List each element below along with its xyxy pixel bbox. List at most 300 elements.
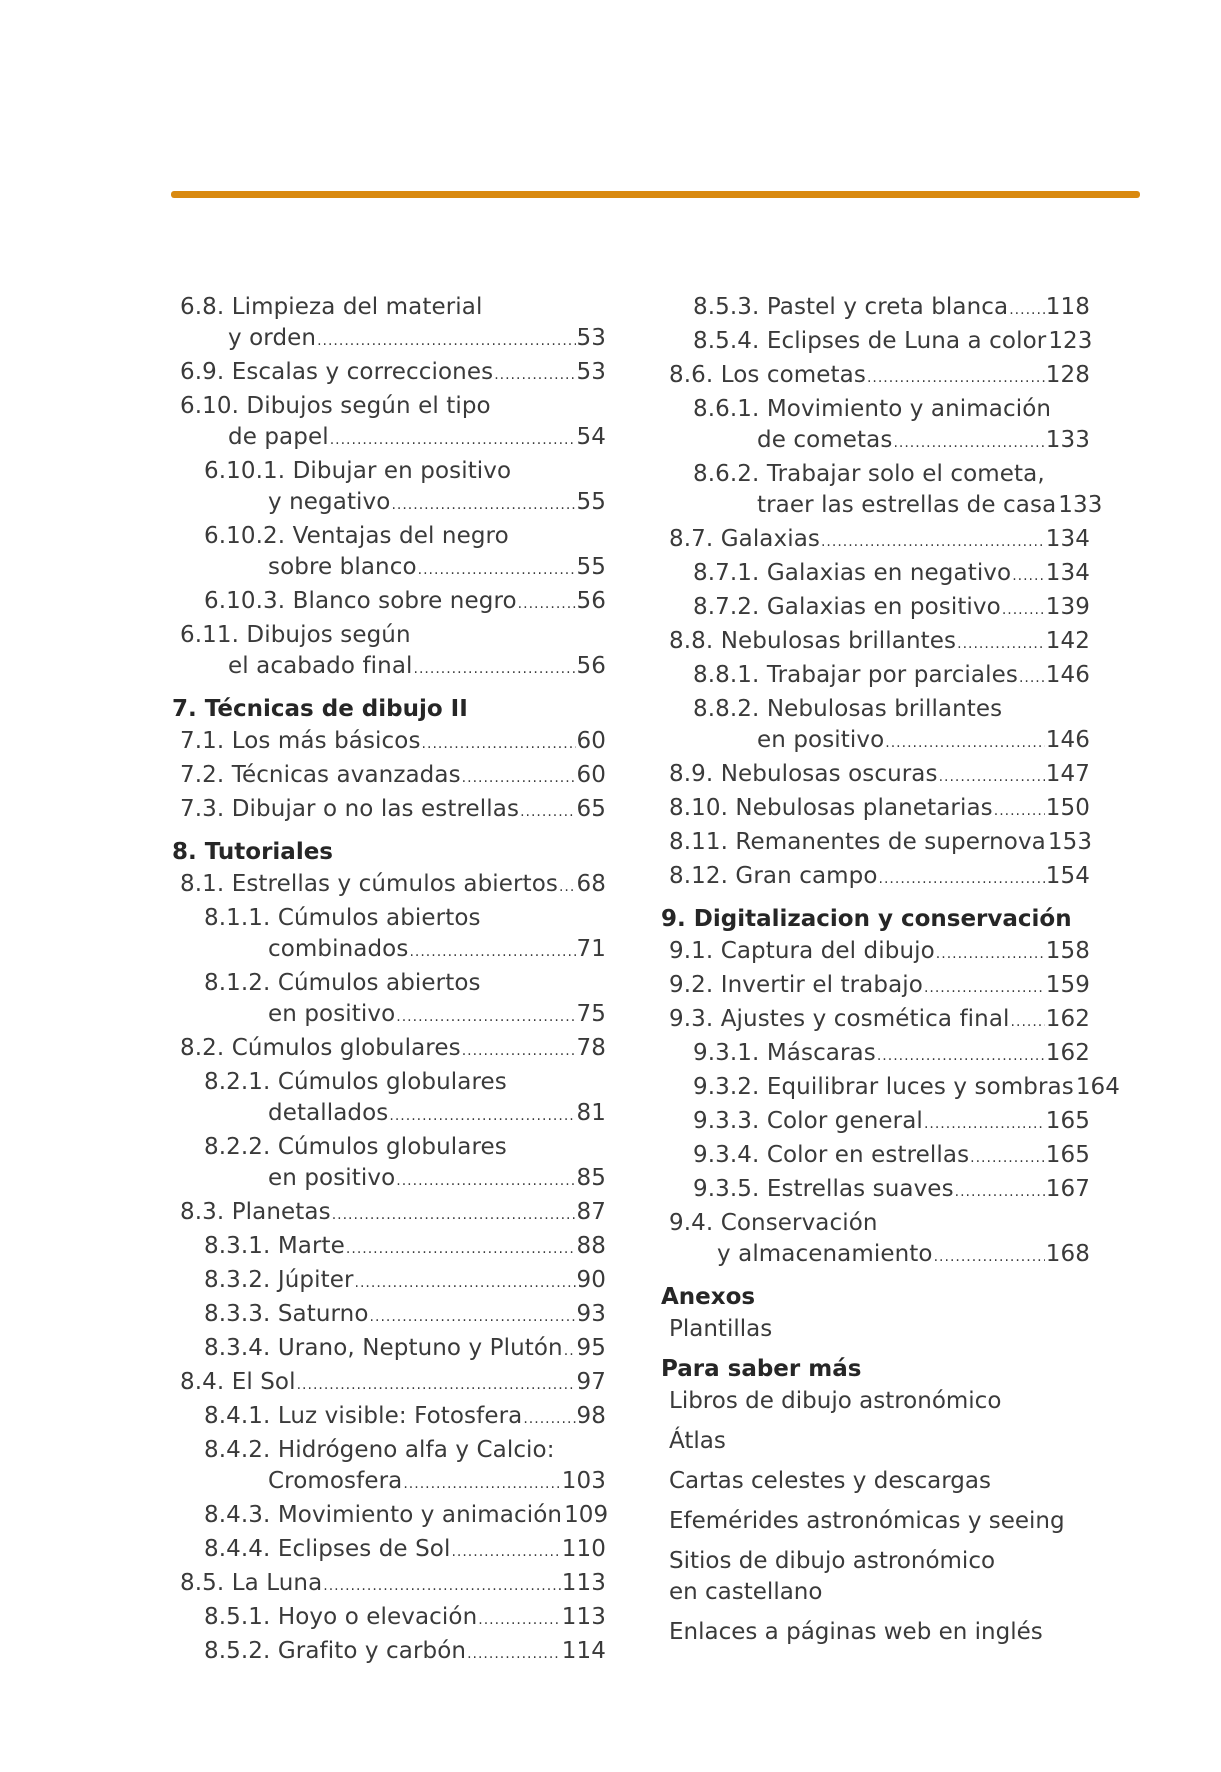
toc-extra-item[interactable]: Libros de dibujo astronómico [669, 1388, 1002, 1414]
toc-entry-line [661, 970, 1090, 1004]
page-number: 162 [1045, 1040, 1090, 1066]
toc-entry-title: 8.7.2. Galaxias en positivo [693, 594, 1001, 620]
page-number: 97 [576, 1369, 606, 1395]
toc-entry-line [172, 357, 606, 391]
toc-extra-item-line: en castellano [669, 1579, 823, 1605]
toc-entry[interactable] [172, 1602, 606, 1636]
toc-section [661, 903, 1121, 1273]
toc-entry-title: en positivo [268, 1001, 396, 1027]
toc-entry-title: 9.4. Conservación [669, 1210, 878, 1236]
toc-extra-item[interactable]: Cartas celestes y descargas [669, 1468, 991, 1494]
dot-leader [877, 1041, 1045, 1072]
dot-leader [523, 1404, 575, 1435]
toc-entry-title: 8.10. Nebulosas planetarias [669, 795, 993, 821]
toc-entry-title: 6.10. Dibujos según el tipo [180, 393, 491, 419]
toc-entry-line [661, 292, 1090, 326]
page-number: 55 [576, 554, 606, 580]
toc-entry-title: 8.7.1. Galaxias en negativo [693, 560, 1012, 586]
toc-entry-title: 6.10.2. Ventajas del negro [204, 523, 509, 549]
toc-extra-list [661, 1314, 1090, 1345]
toc-entry-line [661, 660, 1090, 694]
dot-leader [478, 1605, 561, 1636]
toc-entry-line [661, 1038, 1090, 1072]
dot-leader [355, 1268, 576, 1299]
toc-entry-line [661, 1239, 1090, 1273]
toc-entry[interactable] [172, 1299, 606, 1333]
dot-leader [957, 629, 1045, 660]
toc-entry-title: 8.8. Nebulosas brillantes [669, 628, 957, 654]
dot-leader [409, 937, 575, 968]
toc-entry[interactable] [172, 1401, 606, 1435]
toc-entry[interactable] [661, 759, 1090, 793]
dot-leader [939, 762, 1045, 793]
dot-leader [885, 728, 1045, 759]
page-number: 133 [1045, 427, 1090, 453]
toc-entry[interactable] [172, 1132, 606, 1197]
toc-entry[interactable] [172, 1333, 606, 1367]
toc-entry-line [172, 1466, 606, 1500]
toc-entry[interactable] [172, 1067, 606, 1132]
toc-entry-title: 6.10.3. Blanco sobre negro [204, 588, 517, 614]
page-number: 118 [1045, 294, 1090, 320]
toc-entry-title: 6.10.1. Dibujar en positivo [204, 458, 512, 484]
toc-section [661, 1353, 1090, 1648]
toc-entry-line-continued [661, 459, 1090, 490]
toc-extra-item[interactable]: Plantillas [669, 1316, 773, 1342]
toc-entry-line [661, 1072, 1121, 1106]
page-number: 165 [1045, 1108, 1090, 1134]
toc-entry-line [172, 1367, 606, 1401]
dot-leader [297, 1370, 576, 1401]
dot-leader [317, 326, 575, 357]
toc-entry[interactable] [661, 1106, 1090, 1140]
page-number: 88 [576, 1233, 606, 1259]
toc-entry[interactable] [172, 1568, 606, 1602]
toc-entry[interactable] [172, 968, 606, 1033]
page-number: 134 [1045, 526, 1090, 552]
toc-entry-title: 9.3.2. Equilibrar luces y sombras [693, 1074, 1074, 1100]
toc-entry[interactable] [661, 1004, 1090, 1038]
dot-leader [559, 872, 576, 903]
page-number: 128 [1045, 362, 1090, 388]
toc-entry[interactable] [172, 1500, 609, 1534]
toc-entry-title: en positivo [757, 727, 885, 753]
page-number: 162 [1045, 1006, 1090, 1032]
toc-entry-line [172, 651, 606, 685]
toc-entry[interactable] [661, 626, 1090, 660]
toc-entry-line-continued [172, 456, 606, 487]
page-number: 90 [576, 1267, 606, 1293]
section-title: 7. Técnicas de dibujo II [172, 696, 468, 722]
toc-entry-line [172, 1333, 606, 1367]
toc-entry-line-continued [172, 968, 606, 999]
toc-entry[interactable] [661, 292, 1090, 326]
toc-entry[interactable] [172, 521, 606, 586]
toc-entry-title: de papel [228, 424, 329, 450]
dot-leader [955, 1177, 1045, 1208]
toc-entry-title: y almacenamiento [717, 1241, 933, 1267]
toc-entry-title: 8.6.2. Trabajar solo el cometa, [693, 461, 1045, 487]
toc-entry-title: el acabado final [228, 653, 413, 679]
dot-leader [994, 796, 1045, 827]
dot-leader [494, 360, 575, 391]
toc-entry[interactable] [661, 524, 1090, 558]
dot-leader [451, 1537, 560, 1568]
toc-entry[interactable] [172, 1033, 606, 1067]
dot-leader [462, 1036, 576, 1067]
toc-entry-line [172, 1500, 609, 1534]
toc-section [661, 292, 1103, 895]
toc-entry-title: sobre blanco [268, 554, 417, 580]
toc-entry[interactable] [661, 558, 1090, 592]
toc-entry-line [661, 425, 1090, 459]
dot-leader [821, 527, 1045, 558]
toc-section [172, 836, 609, 1670]
toc-entry[interactable] [661, 970, 1090, 1004]
page-number: 134 [1045, 560, 1090, 586]
page-number: 98 [576, 1403, 606, 1429]
toc-entry[interactable] [661, 861, 1090, 895]
toc-entry-line [661, 558, 1090, 592]
toc-entry-title: 6.11. Dibujos según [180, 622, 411, 648]
toc-entry-line-continued [172, 620, 606, 651]
page-number: 81 [576, 1100, 606, 1126]
page-number: 78 [576, 1035, 606, 1061]
toc-entry-line [172, 1636, 606, 1670]
toc-entry-title: combinados [268, 936, 409, 962]
page-number: 103 [561, 1468, 606, 1494]
dot-leader [1002, 595, 1045, 626]
dot-leader [879, 864, 1045, 895]
toc-entry-title: 8.4.1. Luz visible: Fotosfera [204, 1403, 523, 1429]
toc-entry[interactable] [172, 456, 606, 521]
toc-entry-title: 9.3. Ajustes y cosmética final [669, 1006, 1010, 1032]
page-number: 139 [1045, 594, 1090, 620]
toc-entry-line [661, 1004, 1090, 1038]
toc-entry-line [661, 936, 1090, 970]
page-number: 150 [1045, 795, 1090, 821]
toc-entry-title: 9.3.4. Color en estrellas [693, 1142, 970, 1168]
toc-entry[interactable] [172, 1367, 606, 1401]
toc-entry-title: 8.1.1. Cúmulos abiertos [204, 905, 481, 931]
toc-entry[interactable] [172, 292, 606, 357]
toc-entry-line-continued [172, 391, 606, 422]
toc-entry-line [661, 592, 1090, 626]
toc-entry-line-continued [172, 1435, 606, 1466]
toc-entry-line [661, 524, 1090, 558]
toc-entry-title: detallados [268, 1100, 389, 1126]
dot-leader [924, 973, 1045, 1004]
toc-entry-line [172, 1033, 606, 1067]
dot-leader [346, 1234, 576, 1265]
toc-entry-title: 8.8.1. Trabajar por parciales [693, 662, 1018, 688]
toc-entry[interactable] [172, 794, 606, 828]
toc-extra-item[interactable]: Enlaces a páginas web en inglés [669, 1619, 1043, 1645]
dot-leader [370, 1302, 576, 1333]
page-number: 133 [1058, 492, 1103, 518]
toc-entry-title: 8.5. La Luna [180, 1570, 323, 1596]
toc-left-column [172, 292, 609, 1670]
toc-entry-line [172, 794, 606, 828]
page-number: 87 [576, 1199, 606, 1225]
toc-entry-title: 8.3.3. Saturno [204, 1301, 369, 1327]
toc-entry[interactable] [661, 459, 1103, 524]
toc-entry[interactable] [172, 1231, 606, 1265]
dot-leader [893, 428, 1044, 459]
toc-entry-title: 9.3.3. Color general [693, 1108, 923, 1134]
page-number: 142 [1045, 628, 1090, 654]
toc-entry[interactable] [661, 660, 1090, 694]
page-number: 159 [1045, 972, 1090, 998]
toc-entry[interactable] [661, 1072, 1121, 1106]
toc-entry[interactable] [661, 827, 1093, 861]
toc-entry-title: 8.12. Gran campo [669, 863, 878, 889]
toc-entry[interactable] [172, 1534, 606, 1568]
toc-entry[interactable] [172, 1197, 606, 1231]
toc-entry-line [172, 1163, 606, 1197]
toc-entry-line-continued [172, 292, 606, 323]
toc-entry[interactable] [661, 1208, 1090, 1273]
page-number: 53 [576, 359, 606, 385]
toc-entry[interactable] [661, 360, 1090, 394]
page-number: 146 [1045, 727, 1090, 753]
dot-leader [418, 555, 576, 586]
toc-extra-item[interactable] [661, 1546, 1090, 1608]
toc-entry-line [661, 793, 1090, 827]
page-number: 113 [561, 1604, 606, 1630]
page-number: 167 [1045, 1176, 1090, 1202]
dot-leader [1011, 1007, 1045, 1038]
toc-entry-line [172, 869, 606, 903]
page-number: 95 [576, 1335, 606, 1361]
toc-entry-title: 9.2. Invertir el trabajo [669, 972, 923, 998]
header-accent-rule [171, 191, 1140, 198]
page-number: 68 [576, 871, 606, 897]
toc-entry[interactable] [172, 391, 606, 456]
dot-leader [924, 1109, 1045, 1140]
toc-entry[interactable] [661, 1038, 1090, 1072]
toc-entry[interactable] [172, 357, 606, 391]
toc-entry-line-continued [172, 1067, 606, 1098]
section-title: Anexos [661, 1284, 756, 1310]
toc-entry[interactable] [661, 936, 1090, 970]
toc-entry-title: 8.3.2. Júpiter [204, 1267, 354, 1293]
toc-entry[interactable] [172, 1435, 606, 1500]
toc-entry-title: 8.7. Galaxias [669, 526, 820, 552]
page-number: 147 [1045, 761, 1090, 787]
toc-entry-title: 8.5.2. Grafito y carbón [204, 1638, 467, 1664]
toc-entry-line [661, 1174, 1090, 1208]
page-number: 56 [576, 653, 606, 679]
toc-entry[interactable] [172, 1265, 606, 1299]
toc-entry-line-continued [172, 903, 606, 934]
toc-entry-title: 8.2.2. Cúmulos globulares [204, 1134, 507, 1160]
page-number: 110 [561, 1536, 606, 1562]
page-number: 154 [1045, 863, 1090, 889]
dot-leader [518, 589, 576, 620]
dot-leader [414, 654, 576, 685]
toc-extra-item[interactable]: Átlas [669, 1428, 726, 1454]
toc-entry-title: Cromosfera [268, 1468, 403, 1494]
toc-entry-title: 6.8. Limpieza del material [180, 294, 483, 320]
toc-entry[interactable] [661, 694, 1090, 759]
dot-leader [323, 1571, 561, 1602]
page-number: 60 [576, 728, 606, 754]
toc-entry-title: 8.5.3. Pastel y creta blanca [693, 294, 1009, 320]
toc-entry-line [172, 1568, 606, 1602]
toc-entry-line [661, 360, 1090, 394]
toc-entry[interactable] [661, 394, 1090, 459]
toc-entry-line [172, 1098, 606, 1132]
toc-entry-line-continued [661, 394, 1090, 425]
dot-leader [936, 939, 1045, 970]
page-number: 56 [576, 588, 606, 614]
section-title: 9. Digitalizacion y conservación [661, 906, 1072, 932]
toc-entry[interactable] [661, 326, 1093, 360]
dot-leader [934, 1242, 1045, 1273]
toc-entry-line [661, 326, 1093, 360]
page-number: 71 [576, 936, 606, 962]
toc-entry[interactable] [172, 903, 606, 968]
dot-leader [396, 1002, 575, 1033]
toc-entry[interactable] [172, 620, 606, 685]
page-number: 113 [561, 1570, 606, 1596]
toc-entry-title: 8.6.1. Movimiento y animación [693, 396, 1052, 422]
dot-leader [330, 425, 576, 456]
toc-entry-line [661, 490, 1103, 524]
toc-entry[interactable] [172, 760, 606, 794]
toc-section [661, 1281, 1090, 1345]
toc-entry-title: y orden [228, 325, 317, 351]
page-number: 54 [576, 424, 606, 450]
dot-leader [867, 363, 1045, 394]
toc-entry-line-continued [661, 1208, 1090, 1239]
toc-extra-list [661, 1386, 1090, 1648]
toc-entry-title: 8.3. Planetas [180, 1199, 331, 1225]
dot-leader [462, 763, 576, 794]
toc-entry-title: 8.6. Los cometas [669, 362, 866, 388]
page-number: 109 [564, 1502, 609, 1528]
page-number: 53 [576, 325, 606, 351]
toc-entry-title: 8.1.2. Cúmulos abiertos [204, 970, 481, 996]
toc-entry-title: 8.3.4. Urano, Neptuno y Plutón [204, 1335, 563, 1361]
toc-entry-line [172, 552, 606, 586]
toc-entry-title: 8.2.1. Cúmulos globulares [204, 1069, 507, 1095]
page-number: 146 [1045, 662, 1090, 688]
toc-entry-title: 8.3.1. Marte [204, 1233, 345, 1259]
toc-entry-line [172, 1602, 606, 1636]
toc-entry-title: 8.8.2. Nebulosas brillantes [693, 696, 1003, 722]
toc-entry-title: 9.3.5. Estrellas suaves [693, 1176, 954, 1202]
toc-entry[interactable] [661, 1140, 1090, 1174]
toc-section [172, 292, 606, 685]
toc-right-column [661, 292, 1121, 1657]
toc-entry[interactable] [172, 1636, 606, 1670]
toc-entry-line [172, 586, 606, 620]
page-number: 85 [576, 1165, 606, 1191]
page-number: 60 [576, 762, 606, 788]
toc-entry-line [172, 726, 606, 760]
toc-entry-line [172, 760, 606, 794]
toc-entry-line [661, 1106, 1090, 1140]
toc-entry-title: traer las estrellas de casa [757, 492, 1057, 518]
toc-entry-title: 8.4. El Sol [180, 1369, 296, 1395]
dot-leader [396, 1166, 575, 1197]
page-number: 55 [576, 489, 606, 515]
toc-entry-line [172, 422, 606, 456]
toc-entry-title: y negativo [268, 489, 391, 515]
toc-entry-line [661, 827, 1093, 861]
page-number: 114 [561, 1638, 606, 1664]
toc-extra-item-line: Sitios de dibujo astronómico [669, 1548, 996, 1574]
toc-entry-line [661, 861, 1090, 895]
toc-entry-line [172, 1231, 606, 1265]
page-number: 75 [576, 1001, 606, 1027]
toc-entry-line [172, 1197, 606, 1231]
page-number: 93 [576, 1301, 606, 1327]
toc-entry-title: 8.1. Estrellas y cúmulos abiertos [180, 871, 558, 897]
dot-leader [1019, 663, 1045, 694]
toc-entry-line-continued [661, 694, 1090, 725]
toc-entry[interactable] [661, 1174, 1090, 1208]
toc-entry-title: 8.5.1. Hoyo o elevación [204, 1604, 478, 1630]
toc-entry-title: 7.3. Dibujar o no las estrellas [180, 796, 520, 822]
toc-entry-title: de cometas [757, 427, 893, 453]
toc-entry-title: 9.1. Captura del dibujo [669, 938, 935, 964]
toc-entry-title: 8.4.3. Movimiento y animación [204, 1502, 563, 1528]
toc-entry-title: 8.4.2. Hidrógeno alfa y Calcio: [204, 1437, 555, 1463]
toc-entry-line-continued [172, 521, 606, 552]
toc-entry-title: 8.11. Remanentes de supernova [669, 829, 1046, 855]
toc-entry-line [172, 1534, 606, 1568]
dot-leader [403, 1469, 560, 1500]
toc-entry-line [172, 487, 606, 521]
toc-entry-line [661, 759, 1090, 793]
toc-entry[interactable] [172, 586, 606, 620]
toc-entry-title: 9.3.1. Máscaras [693, 1040, 876, 1066]
dot-leader [1009, 295, 1045, 326]
toc-entry-title: 8.2. Cúmulos globulares [180, 1035, 461, 1061]
dot-leader [1012, 561, 1045, 592]
page-number: 165 [1045, 1142, 1090, 1168]
toc-section [172, 693, 606, 828]
toc-entry-title: en positivo [268, 1165, 396, 1191]
toc-entry[interactable] [661, 592, 1090, 626]
toc-entry-line [172, 323, 606, 357]
toc-entry[interactable] [172, 869, 606, 903]
page-number: 153 [1047, 829, 1093, 855]
dot-leader [391, 490, 575, 521]
dot-leader [389, 1101, 575, 1132]
page-number: 123 [1048, 328, 1093, 354]
dot-leader [422, 729, 576, 760]
toc-entry-title: 8.5.4. Eclipses de Luna a color [693, 328, 1047, 354]
dot-leader [332, 1200, 576, 1231]
toc-entry-title: 7.2. Técnicas avanzadas [180, 762, 461, 788]
toc-extra-item[interactable]: Efemérides astronómicas y seeing [669, 1508, 1065, 1534]
toc-entry-line [661, 1140, 1090, 1174]
dot-leader [970, 1143, 1045, 1174]
toc-entry-title: 6.9. Escalas y correcciones [180, 359, 494, 385]
dot-leader [467, 1639, 561, 1670]
toc-entry-line [661, 626, 1090, 660]
dot-leader [564, 1336, 576, 1367]
toc-entry-line [661, 725, 1090, 759]
toc-entry[interactable] [172, 726, 606, 760]
toc-entry-line [172, 934, 606, 968]
toc-entry[interactable] [661, 793, 1090, 827]
page-number: 158 [1045, 938, 1090, 964]
